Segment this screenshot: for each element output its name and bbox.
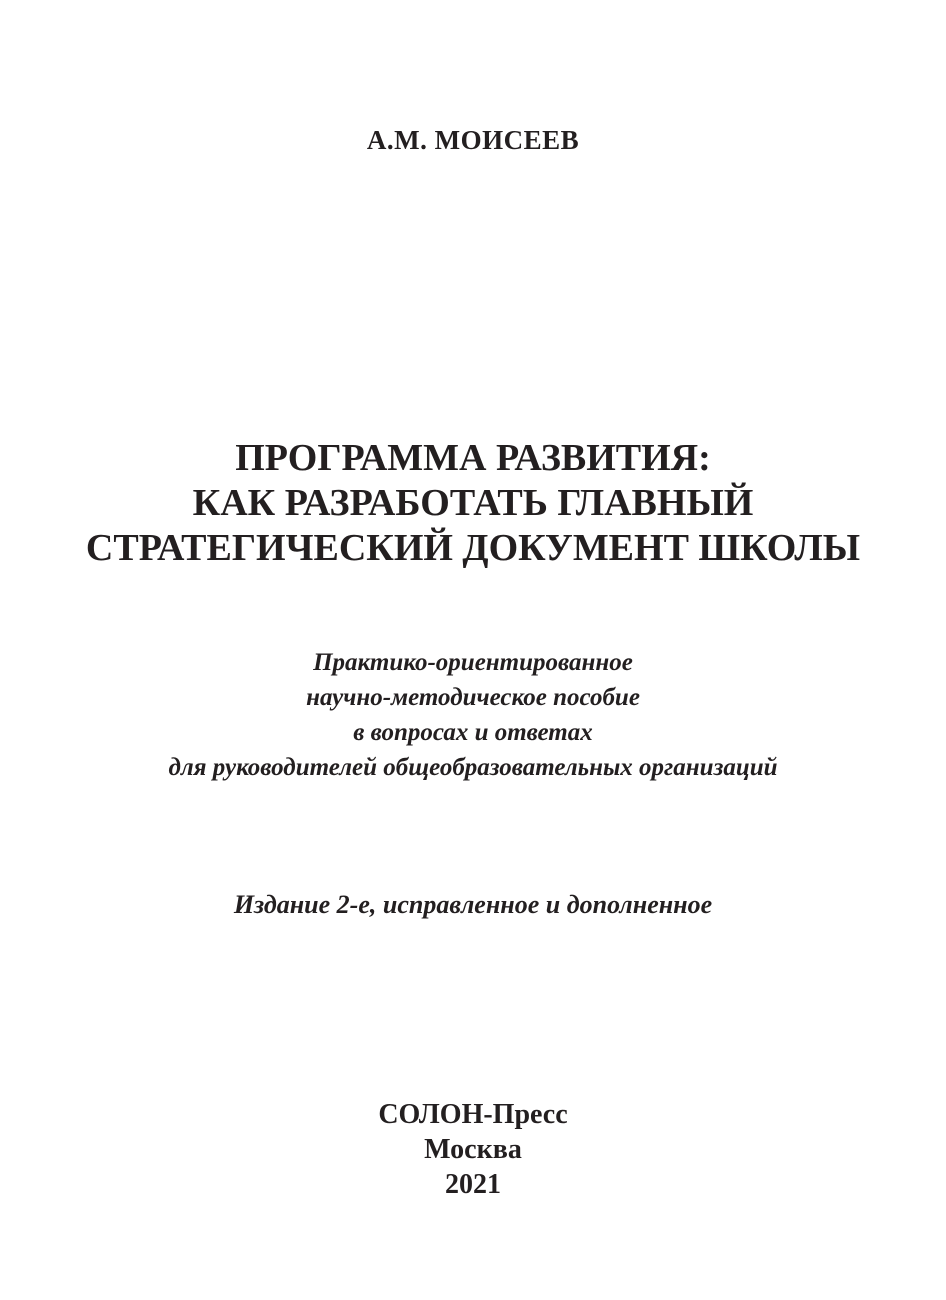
book-subtitle-line: научно-методическое пособие — [306, 684, 640, 711]
book-subtitle — [0, 645, 946, 785]
book-subtitle-line: Практико-ориентированное — [313, 649, 633, 676]
publication-year: 2021 — [445, 1169, 501, 1200]
publisher-name: СОЛОН-Пресс — [378, 1099, 568, 1130]
publication-city: Москва — [424, 1134, 522, 1165]
book-title — [0, 436, 946, 571]
book-title-line: СТРАТЕГИЧЕСКИЙ ДОКУМЕНТ ШКОЛЫ — [85, 527, 861, 569]
book-subtitle-line: в вопросах и ответах — [353, 719, 593, 746]
edition-note: Издание 2-е, исправленное и дополненное — [233, 890, 713, 919]
book-title-line: КАК РАЗРАБОТАТЬ ГЛАВНЫЙ — [192, 482, 754, 524]
book-subtitle-line: для руководителей общеобразовательных организаций — [168, 754, 778, 781]
book-title-line: ПРОГРАММА РАЗВИТИЯ: — [235, 437, 711, 479]
author-name: А.М. МОИСЕЕВ — [366, 125, 580, 155]
imprint — [0, 1097, 946, 1202]
